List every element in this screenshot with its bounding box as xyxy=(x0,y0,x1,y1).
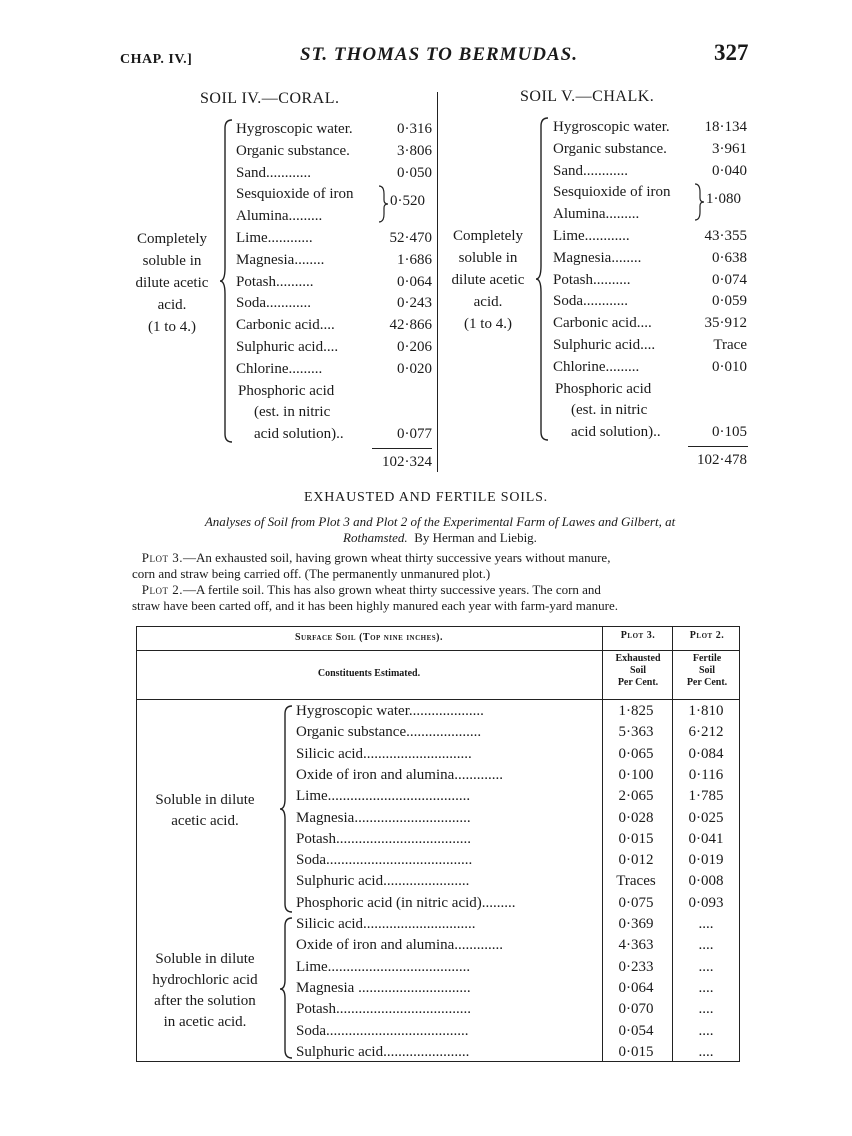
soil-row-value: 3·961 xyxy=(712,140,747,157)
soil-row-label: Chlorine......... xyxy=(236,360,323,377)
soil-row-label: Phosphoric acid xyxy=(555,380,652,397)
plot2-header: Plot 2. xyxy=(689,630,725,641)
soil-row-label: Alumina......... xyxy=(553,206,640,223)
table-row-plot2: .... xyxy=(698,916,714,932)
table-row-label: Potash.................................... xyxy=(296,1001,472,1018)
soil-row-label: acid solution).. xyxy=(254,426,344,443)
table-row-label: Phosphoric acid (in nitric acid)......... xyxy=(296,894,516,911)
soil4-iron-alumina-value: 0·520 xyxy=(390,193,425,209)
table-row-plot3: Traces xyxy=(616,873,656,890)
table-row-label: Oxide of iron and alumina............. xyxy=(296,766,504,783)
soil-row-label: Soda............ xyxy=(553,293,628,310)
soil-row-label: Sesquioxide of iron xyxy=(236,186,354,203)
table-row-plot3: 0·075 xyxy=(618,894,654,911)
soil-row-value: 0·050 xyxy=(397,164,432,181)
table-row-plot2: 1·785 xyxy=(688,788,724,805)
soil-row-value: 0·105 xyxy=(712,424,747,441)
table-row-plot3: 0·015 xyxy=(618,1043,654,1060)
running-title: ST. THOMAS TO BERMUDAS. xyxy=(300,44,578,65)
table-row xyxy=(0,765,852,786)
soil-row-value: 0·040 xyxy=(712,162,747,179)
table-row-label: Sulphuric acid....................... xyxy=(296,873,470,890)
soil-row-label: Magnesia........ xyxy=(236,251,325,268)
surface-soil-header: Surface Soil (Top nine inches). xyxy=(294,632,443,643)
table-row xyxy=(0,935,852,956)
table-row xyxy=(0,1042,852,1063)
table-row-plot2: 0·025 xyxy=(688,809,724,826)
soil-row xyxy=(553,247,747,269)
soil-row xyxy=(236,314,432,336)
table-row-plot3: 0·070 xyxy=(618,1001,654,1018)
section-subtitle: Analyses of Soil from Plot 3 and Plot 2 of the Experimental Farm of Lawes and Gilbert, at Rothamsted. By Herman and Liebig. xyxy=(204,514,676,545)
table-row-label: Magnesia .............................. xyxy=(296,979,471,996)
soil-row-value: 0·243 xyxy=(397,295,432,312)
soil5-total-rule xyxy=(688,446,748,447)
soil-row-label: Phosphoric acid xyxy=(238,382,335,399)
plot3-description: Plot 3.—An exhausted soil, having grown wheat thirty successive years without manure, corn and straw being carried off. (The permanently unmanured plot.) xyxy=(132,550,611,581)
table-row-label: Soda...................................... xyxy=(296,1022,469,1039)
table-row xyxy=(0,893,852,914)
table-row xyxy=(0,957,852,978)
soil-row xyxy=(553,421,747,443)
table-row-plot3: 4·363 xyxy=(618,937,654,954)
soil-row xyxy=(236,140,432,162)
soil-row-label: (est. in nitric xyxy=(254,404,331,421)
soil-row-value: 0·206 xyxy=(397,339,432,355)
table-row-plot2: .... xyxy=(698,1001,714,1018)
soil-row-label: Hygroscopic water. xyxy=(236,121,353,137)
soil-row xyxy=(236,423,432,445)
table-row-plot3: 0·028 xyxy=(618,809,654,826)
table-row-plot2: 0·019 xyxy=(688,852,724,869)
chapter-label: CHAP. IV.] xyxy=(120,52,193,67)
soil-row-label: Magnesia........ xyxy=(553,249,642,266)
table-row-plot3: 1·825 xyxy=(618,703,654,719)
soil5-title: SOIL V.—CHALK. xyxy=(520,88,655,105)
soil-row-label: Lime............ xyxy=(553,228,630,244)
soil-row-value: 0·074 xyxy=(712,271,747,288)
table-row-plot3: 2·065 xyxy=(618,788,654,805)
soil-row xyxy=(236,249,432,271)
table-row-label: Hygroscopic water.................... xyxy=(296,703,484,719)
table-row-plot3: 0·100 xyxy=(618,766,654,783)
soil-row xyxy=(236,358,432,380)
table-row-plot2: 0·084 xyxy=(688,745,724,762)
soil-row-value: 0·064 xyxy=(397,273,432,290)
group1-label: Soluble in dilute acetic acid. xyxy=(155,792,255,829)
soil-row-value: 18·134 xyxy=(704,119,747,135)
table-row-plot3: 0·233 xyxy=(618,958,654,975)
soil-row xyxy=(553,225,747,247)
soil-row xyxy=(553,160,747,182)
table-row-label: Sulphuric acid....................... xyxy=(296,1043,470,1060)
soil-row xyxy=(236,292,432,314)
table-row-plot2: 0·093 xyxy=(688,894,724,911)
soil-row-label: (est. in nitric xyxy=(571,402,648,419)
table-row-plot2: .... xyxy=(698,937,714,954)
soil-row xyxy=(553,378,747,400)
soil-row xyxy=(236,401,432,423)
soil5-brace xyxy=(536,116,552,442)
soil-row-label: Sand............ xyxy=(553,162,628,179)
soil5-iron-brace xyxy=(694,182,704,222)
group2-label: Soluble in dilute hydrochloric acid after the solution in acetic acid. xyxy=(152,951,258,1030)
table-row-plot3: 5·363 xyxy=(618,724,654,741)
table-rule-1 xyxy=(136,650,740,651)
soil-row-label: Organic substance. xyxy=(236,142,350,159)
soil5-iron-alumina-value: 1·080 xyxy=(706,191,741,207)
soil4-total: 102·324 xyxy=(382,454,432,470)
soil-row-label: Sesquioxide of iron xyxy=(553,184,671,201)
table-row-label: Soda....................................... xyxy=(296,852,473,869)
soil-row-label: Sulphuric acid.... xyxy=(553,337,656,353)
soil-row-label: Alumina......... xyxy=(236,208,323,225)
table-row-label: Lime...................................... xyxy=(296,788,471,805)
soil-row-value: 0·077 xyxy=(397,426,432,443)
soil-row xyxy=(236,162,432,184)
table-row xyxy=(0,829,852,850)
table-row-plot2: .... xyxy=(698,979,714,996)
table-row-plot3: 0·369 xyxy=(618,916,654,932)
soil-row-label: Sand............ xyxy=(236,164,311,181)
soil-row xyxy=(553,399,747,421)
soil-row-value: 3·806 xyxy=(397,142,432,159)
soil-row-label: acid solution).. xyxy=(571,424,661,441)
soil-row xyxy=(553,138,747,160)
table-row xyxy=(0,722,852,743)
soil-row xyxy=(236,336,432,358)
section-title: EXHAUSTED AND FERTILE SOILS. xyxy=(303,490,548,505)
table-row-label: Silicic acid.............................. xyxy=(296,916,476,932)
soil-row xyxy=(553,269,747,291)
soil-row-value: 0·059 xyxy=(712,293,747,310)
table-row-plot2: .... xyxy=(698,958,714,975)
table-row-label: Potash.................................... xyxy=(296,830,472,847)
soil5-group-label: Completely soluble in dilute acetic acid. (1 to 4.) xyxy=(451,228,525,332)
table-rule-2 xyxy=(136,699,740,700)
soil-row xyxy=(553,334,747,356)
soil4-total-rule xyxy=(372,448,432,449)
table-row-plot3: 0·065 xyxy=(618,745,654,762)
plot2-subheader: Fertile Soil Per Cent. xyxy=(686,653,728,688)
table-row xyxy=(0,701,852,722)
constituents-header: Constituents Estimated. xyxy=(317,668,421,679)
soil-row-value: 0·638 xyxy=(712,249,747,266)
page-number: 327 xyxy=(714,40,749,65)
soil-row-label: Potash.......... xyxy=(236,273,314,290)
table-row xyxy=(0,871,852,892)
table-row xyxy=(0,999,852,1020)
table-row-label: Oxide of iron and alumina............. xyxy=(296,937,504,954)
table-row xyxy=(0,850,852,871)
soil4-title: SOIL IV.—CORAL. xyxy=(200,90,340,107)
table-row xyxy=(0,914,852,935)
soil-row-label: Soda............ xyxy=(236,295,311,312)
column-divider xyxy=(437,92,438,472)
soil-row-value: 42·866 xyxy=(389,317,432,334)
soil4-iron-brace xyxy=(378,184,388,224)
soil5-total: 102·478 xyxy=(697,452,747,468)
soil-row xyxy=(553,116,747,138)
soil-row-value: 1·686 xyxy=(397,251,432,268)
soil-row xyxy=(553,290,747,312)
table-row-plot3: 0·064 xyxy=(618,979,654,996)
soil-row xyxy=(236,380,432,402)
soil4-group-label: Completely soluble in dilute acetic acid. (1 to 4.) xyxy=(135,231,209,335)
soil-row-label: Chlorine......... xyxy=(553,358,640,375)
table-row xyxy=(0,808,852,829)
plot3-subheader: Exhausted Soil Per Cent. xyxy=(615,653,661,688)
soil-row-value: 43·355 xyxy=(704,228,747,244)
plot2-description: Plot 2.—A fertile soil. This has also grown wheat thirty successive years. The corn and straw have been carted off, and it has been highly manured each year with farm-yard manure. xyxy=(132,582,618,613)
soil-row-label: Organic substance. xyxy=(553,140,667,157)
soil4-brace xyxy=(220,118,236,444)
table-row-plot2: 0·116 xyxy=(688,766,724,783)
table-row-plot2: 0·041 xyxy=(688,830,724,847)
table-row xyxy=(0,744,852,765)
table-row-plot3: 0·015 xyxy=(618,830,654,847)
soil-row-label: Carbonic acid.... xyxy=(236,317,335,334)
soil-row xyxy=(236,271,432,293)
table-row-plot2: .... xyxy=(698,1022,714,1039)
soil-row xyxy=(553,356,747,378)
soil-row xyxy=(236,118,432,140)
soil-row-label: Potash.......... xyxy=(553,271,631,288)
soil-row-label: Carbonic acid.... xyxy=(553,315,652,332)
soil-row-value: Trace xyxy=(713,337,747,353)
table-row xyxy=(0,978,852,999)
table-row-plot2: 0·008 xyxy=(688,873,724,890)
soil-row-label: Lime............ xyxy=(236,230,313,246)
table-row-plot2: 1·810 xyxy=(688,703,724,719)
soil-row xyxy=(236,227,432,249)
table-row xyxy=(0,786,852,807)
table-row-plot2: .... xyxy=(698,1043,714,1060)
table-row xyxy=(0,1021,852,1042)
table-row-plot3: 0·012 xyxy=(618,852,654,869)
soil-row-value: 0·020 xyxy=(397,360,432,377)
soil-row-label: Sulphuric acid.... xyxy=(236,339,339,355)
table-row-label: Organic substance.................... xyxy=(296,724,482,741)
table-row-label: Silicic acid............................. xyxy=(296,745,472,762)
soil-row-value: 35·912 xyxy=(704,315,747,332)
soil-row-value: 0·010 xyxy=(712,358,747,375)
soil-row xyxy=(553,312,747,334)
soil-row-value: 52·470 xyxy=(389,230,432,246)
soil-row-value: 0·316 xyxy=(397,121,432,137)
soil-row-label: Hygroscopic water. xyxy=(553,119,670,135)
plot3-header: Plot 3. xyxy=(620,630,656,641)
table-row-plot3: 0·054 xyxy=(618,1022,654,1039)
table-row-plot2: 6·212 xyxy=(688,724,724,741)
table-row-label: Lime...................................... xyxy=(296,958,471,975)
table-row-label: Magnesia............................... xyxy=(296,809,471,826)
